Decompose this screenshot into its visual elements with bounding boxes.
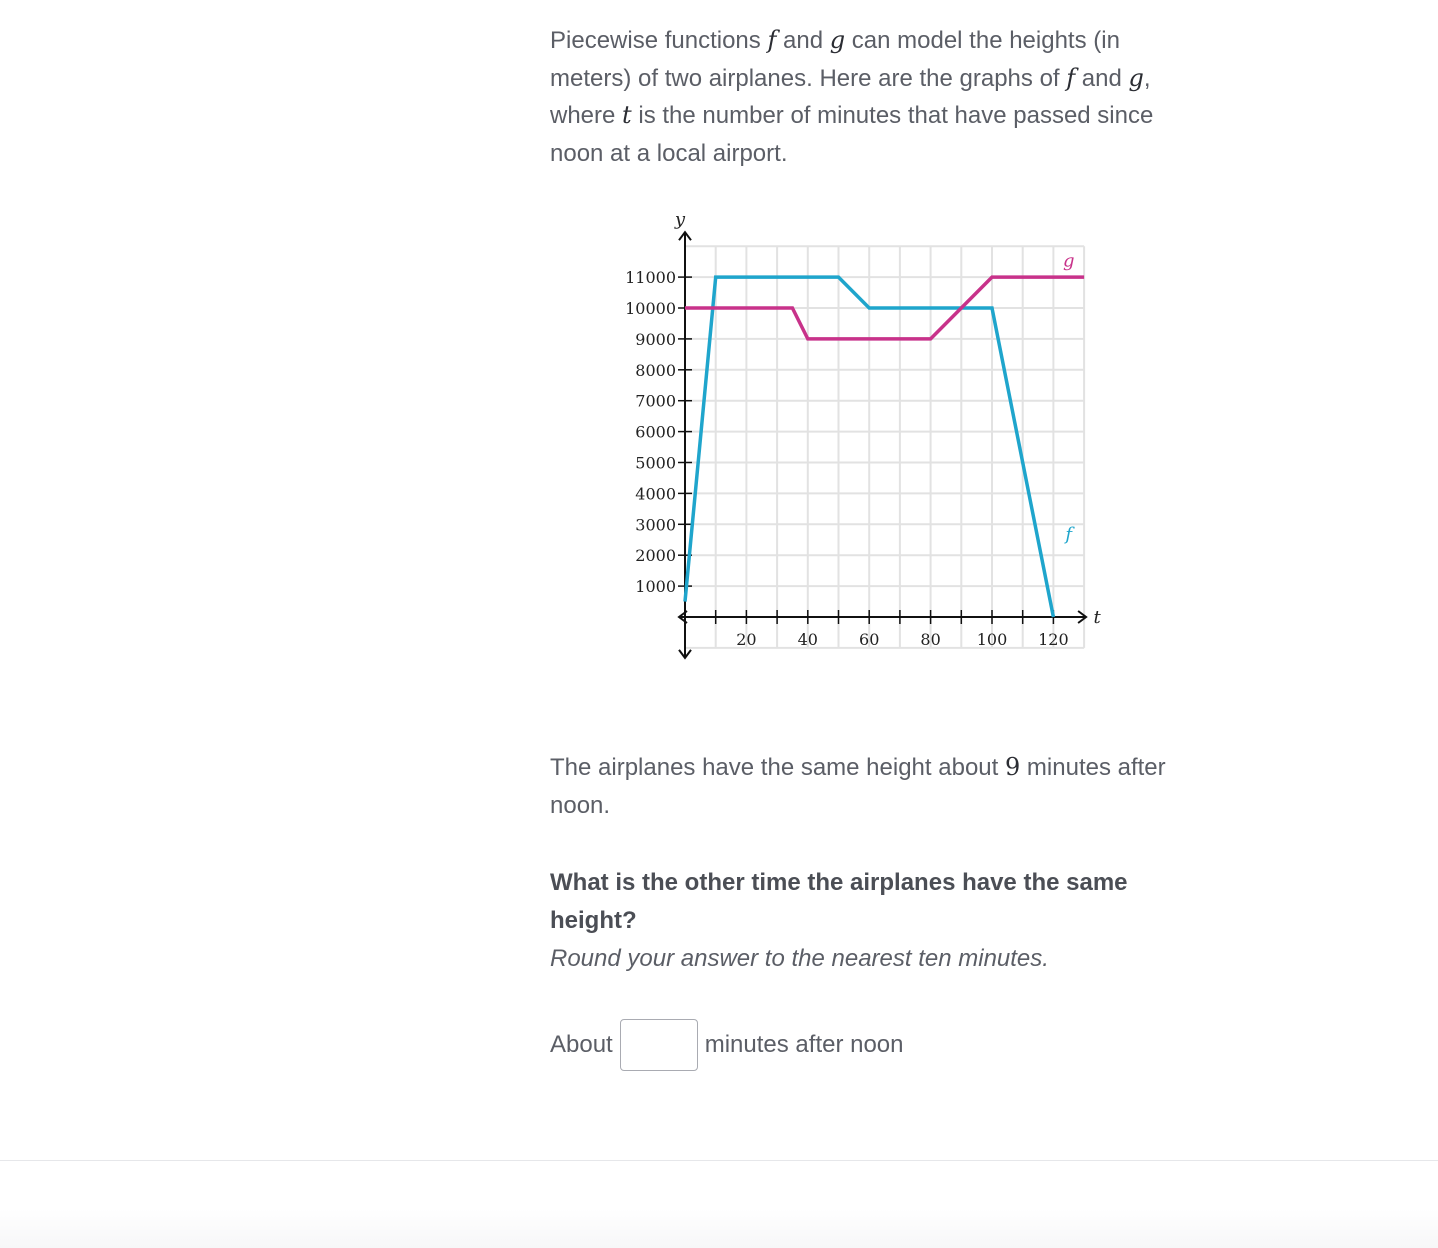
y-tick-label: 3000 bbox=[635, 515, 676, 535]
statement-value: 9 bbox=[1004, 753, 1021, 781]
var-g: g bbox=[829, 26, 846, 54]
intro-text-2: and bbox=[776, 27, 830, 54]
y-tick-label: 1000 bbox=[635, 577, 676, 597]
x-axis-label: t bbox=[1093, 607, 1101, 628]
answer-row bbox=[550, 1018, 904, 1072]
var-f: f bbox=[1066, 63, 1076, 92]
y-tick-label: 10000 bbox=[625, 299, 676, 318]
statement-after: minutes after noon. bbox=[550, 754, 1166, 819]
statement bbox=[550, 749, 1170, 824]
y-axis-label: y bbox=[674, 209, 686, 231]
x-tick-label: 120 bbox=[1038, 630, 1069, 649]
y-tick-label: 11000 bbox=[625, 268, 676, 288]
var-f: f bbox=[767, 26, 777, 54]
var-g: g bbox=[1128, 63, 1144, 92]
intro-text-5: , where bbox=[550, 64, 1151, 129]
var-t: t bbox=[622, 101, 632, 129]
y-tick-label: 7000 bbox=[635, 391, 676, 411]
problem-content bbox=[550, 22, 1200, 172]
answer-suffix: minutes after noon bbox=[704, 1031, 904, 1058]
y-tick-label: 5000 bbox=[635, 453, 676, 473]
y-tick-label: 4000 bbox=[635, 484, 676, 504]
graph-container bbox=[600, 205, 1120, 665]
x-tick-label: 20 bbox=[736, 630, 757, 649]
series-label-f: f bbox=[1065, 523, 1073, 545]
y-tick-label: 8000 bbox=[635, 360, 676, 380]
intro-text-4: and bbox=[1075, 64, 1129, 92]
y-tick-label: 2000 bbox=[635, 546, 676, 566]
answer-prefix: About bbox=[550, 1031, 613, 1058]
x-tick-label: 80 bbox=[920, 630, 941, 649]
intro-text-3: can model the heights (in meters) of two airplanes. Here are the graphs of bbox=[550, 27, 1120, 92]
question: What is the other time the airplanes have the same height? bbox=[550, 869, 1128, 934]
statement-before: The airplanes have the same height about bbox=[550, 754, 1005, 781]
answer-input[interactable] bbox=[620, 1019, 698, 1071]
footer bbox=[0, 1161, 1438, 1248]
y-tick-label: 6000 bbox=[635, 422, 676, 442]
series-label-g: g bbox=[1062, 250, 1075, 272]
piecewise-graph bbox=[600, 205, 1120, 665]
x-tick-label: 60 bbox=[859, 630, 880, 649]
hint: Round your answer to the nearest ten minutes. bbox=[550, 945, 1049, 972]
intro-text-6: is the number of minutes that have passed since noon at a local airport. bbox=[550, 102, 1154, 167]
intro-paragraph bbox=[550, 22, 1200, 172]
x-tick-label: 40 bbox=[797, 630, 818, 649]
x-tick-label: 100 bbox=[976, 630, 1008, 649]
series bbox=[685, 250, 1084, 617]
intro-text-1: Piecewise functions bbox=[550, 27, 768, 54]
y-tick-label: 9000 bbox=[635, 329, 676, 349]
ticks bbox=[625, 268, 1069, 649]
